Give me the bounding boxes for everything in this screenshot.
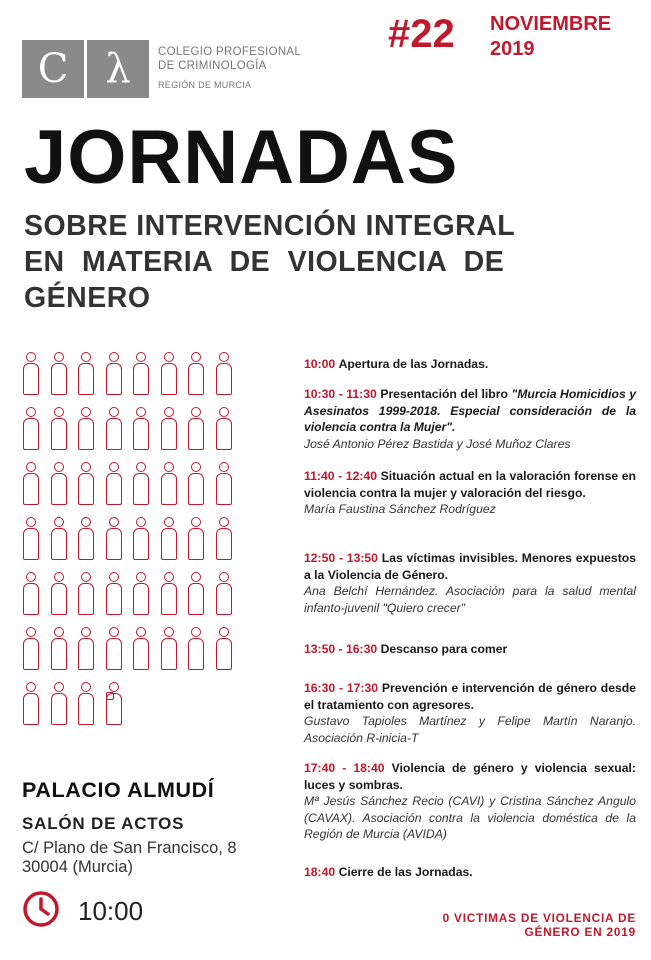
schedule-speakers: María Faustina Sánchez Rodríguez	[304, 502, 496, 516]
org-line-1: COLEGIO PROFESIONAL	[158, 46, 302, 58]
woman-figure-icon	[50, 572, 68, 616]
woman-figure-icon	[77, 572, 95, 616]
schedule-title: Violencia de género y violencia sexual: luces y sombras.	[304, 761, 636, 792]
woman-figure-icon	[50, 627, 68, 671]
schedule-title: Presentación del libro	[380, 387, 508, 401]
woman-figure-icon	[160, 462, 178, 506]
woman-figure-icon	[132, 352, 150, 396]
schedule-item	[304, 550, 636, 616]
schedule-title: Prevención e intervención de género desde el tratamiento con agresores.	[304, 681, 636, 712]
schedule-time: 11:40 - 12:40	[304, 469, 377, 483]
woman-figure-icon	[50, 462, 68, 506]
woman-figure-icon	[50, 352, 68, 396]
schedule-item	[304, 356, 636, 373]
org-line-2: DE CRIMINOLOGÍA	[158, 60, 267, 72]
woman-figure-icon	[132, 462, 150, 506]
schedule-title: Cierre de las Jornadas.	[338, 865, 473, 879]
date-year: 2019	[490, 38, 535, 60]
date-month-year	[490, 12, 611, 62]
woman-figure-icon	[187, 462, 205, 506]
schedule-item	[304, 680, 636, 746]
organization-name	[158, 45, 301, 92]
footer-note	[410, 911, 636, 939]
schedule-title: Apertura de las Jornadas.	[338, 357, 489, 371]
woman-figure-icon	[50, 517, 68, 561]
date-number: #22	[388, 12, 455, 56]
schedule-title: Situación actual en la valoración forense en violencia contra la mujer y valoración del riesgo.	[304, 469, 636, 500]
logo-letter-c: C	[37, 46, 69, 92]
logo	[22, 40, 149, 98]
schedule-item	[304, 864, 636, 881]
woman-figure-icon	[215, 627, 233, 671]
woman-figure-icon	[105, 627, 123, 671]
clock-icon	[22, 890, 60, 928]
schedule-title: Descanso para comer	[380, 642, 508, 656]
woman-figure-icon	[105, 462, 123, 506]
page-title: JORNADAS	[24, 115, 459, 200]
woman-figure-icon	[50, 407, 68, 451]
schedule-time: 18:40	[304, 865, 336, 879]
woman-figure-icon	[160, 352, 178, 396]
woman-figure-icon	[105, 517, 123, 561]
schedule-time: 16:30 - 17:30	[304, 681, 379, 695]
woman-figure-icon	[215, 517, 233, 561]
footer-line-2: GÉNERO EN 2019	[524, 925, 636, 939]
woman-figure-icon	[22, 627, 40, 671]
woman-figure-icon	[132, 517, 150, 561]
schedule-item	[304, 641, 636, 658]
woman-figure-icon	[215, 572, 233, 616]
woman-figure-icon	[77, 407, 95, 451]
woman-figure-icon	[215, 407, 233, 451]
woman-figure-icon	[105, 407, 123, 451]
subtitle-line-2: EN MATERIA DE VIOLENCIA DE	[24, 246, 505, 278]
woman-figure-icon	[22, 462, 40, 506]
woman-figure-icon	[187, 517, 205, 561]
event-start-time: 10:00	[78, 896, 144, 926]
schedule-time: 13:50 - 16:30	[304, 642, 378, 656]
woman-figure-icon	[77, 627, 95, 671]
venue-address	[22, 839, 237, 877]
woman-figure-icon	[77, 352, 95, 396]
woman-figure-icon	[160, 517, 178, 561]
subtitle-line-1: SOBRE INTERVENCIÓN INTEGRAL	[24, 210, 516, 242]
woman-figure-icon	[132, 407, 150, 451]
woman-figure-icon	[132, 627, 150, 671]
woman-figure-icon	[77, 517, 95, 561]
woman-figure-icon	[22, 682, 40, 726]
woman-figure-icon	[77, 682, 95, 726]
woman-figure-icon	[132, 572, 150, 616]
schedule-speakers: Ana Belchí Hernández. Asociación para la salud mental infanto-juvenil "Quiero crecer"	[304, 584, 636, 615]
schedule-item	[304, 386, 636, 452]
schedule-speakers: Mª Jesús Sánchez Recio (CAVI) y Cristina Sánchez Angulo (CAVAX). Asociación contra la violencia doméstica de la Región de Murcia (AVIDA)	[304, 794, 636, 841]
woman-figure-icon	[187, 572, 205, 616]
venue-room: SALÓN DE ACTOS	[22, 814, 185, 833]
woman-figure-icon	[160, 627, 178, 671]
woman-figure-icon	[22, 352, 40, 396]
schedule-book-title: "Murcia Homicidios y Asesinatos 1999-2018. Especial consideración de la violencia contra la Mujer".	[304, 387, 637, 434]
address-line-2: 30004 (Murcia)	[22, 858, 133, 876]
woman-figure-icon	[50, 682, 68, 726]
schedule-speakers: José Antonio Pérez Bastida y José Muñoz Clares	[304, 436, 571, 451]
schedule-item	[304, 760, 636, 843]
schedule-time: 17:40 - 18:40	[304, 761, 385, 775]
schedule-speakers: Gustavo Tapioles Martínez y Felipe Martín Naranjo. Asociación R-inicia-T	[304, 714, 636, 745]
schedule-time: 10:00	[304, 357, 336, 371]
subtitle-line-3: GÉNERO	[24, 282, 151, 314]
address-line-1: C/ Plano de San Francisco, 8	[22, 839, 237, 857]
woman-figure-icon	[22, 517, 40, 561]
date-month: NOVIEMBRE	[490, 13, 612, 35]
schedule-item	[304, 468, 636, 518]
footer-line-1: 0 VICTIMAS DE VIOLENCIA DE	[442, 911, 636, 925]
woman-figure-icon	[187, 352, 205, 396]
woman-figure-icon	[105, 352, 123, 396]
page-subtitle	[24, 208, 624, 316]
schedule-title: Las víctimas invisibles. Menores expuestos a la Violencia de Género.	[304, 551, 636, 582]
woman-figure-icon	[160, 572, 178, 616]
woman-figure-icon	[160, 407, 178, 451]
venue-name: PALACIO ALMUDÍ	[22, 778, 215, 802]
woman-figure-icon	[22, 572, 40, 616]
woman-figure-icon	[105, 682, 123, 726]
org-line-3: REGIÓN DE MURCIA	[158, 80, 252, 90]
woman-figure-icon	[105, 572, 123, 616]
schedule-time: 10:30 - 11:30	[304, 387, 377, 401]
woman-figure-icon	[77, 462, 95, 506]
woman-figure-icon	[215, 352, 233, 396]
woman-figure-icon	[215, 462, 233, 506]
woman-figure-icon	[187, 627, 205, 671]
schedule-time: 12:50 - 13:50	[304, 551, 378, 565]
logo-letter-lambda: λ	[84, 40, 149, 98]
woman-figure-icon	[22, 407, 40, 451]
woman-figure-icon	[187, 407, 205, 451]
